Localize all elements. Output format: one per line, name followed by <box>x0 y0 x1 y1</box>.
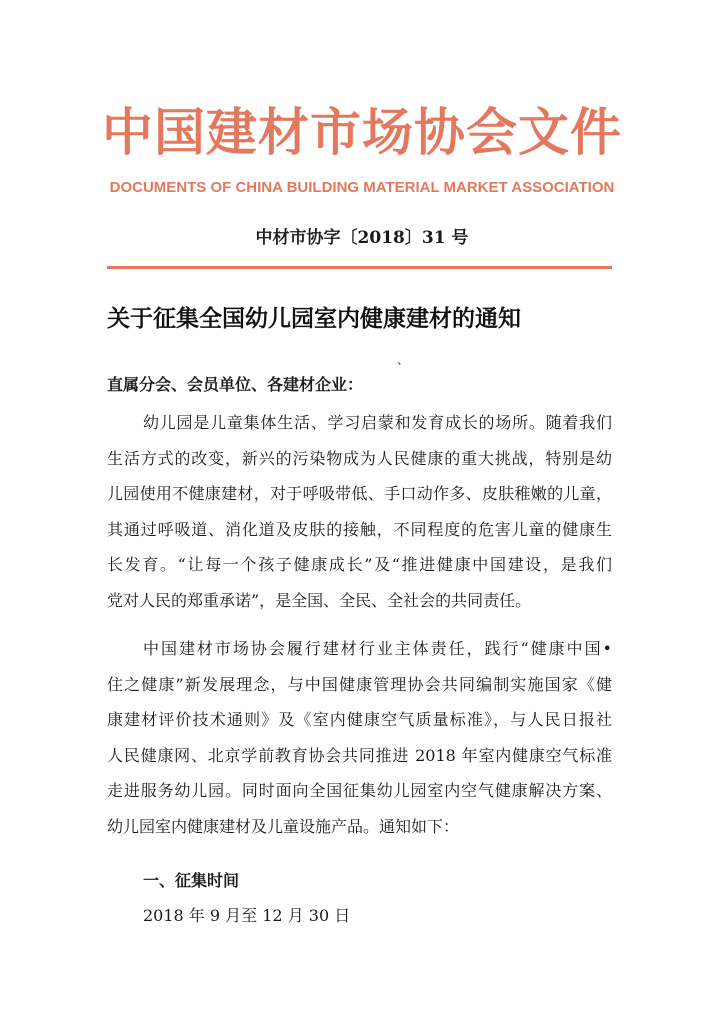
stray-mark: 、 <box>397 353 410 367</box>
paragraph-line: 长发育。“让每一个孩子健康成长”及“推进健康中国建设，是我们 <box>107 555 612 574</box>
section-heading-collection-time: 一、征集时间 <box>143 871 240 890</box>
notice-title: 关于征集全国幼儿园室内健康建材的通知 <box>107 306 521 332</box>
paragraph-line: 中国建材市场协会履行建材行业主体责任，践行“健康中国• <box>143 639 612 658</box>
paragraph-line: 党对人民的郑重承诺”，是全国、全民、全社会的共同责任。 <box>107 590 532 610</box>
paragraph-line: 幼儿园室内健康建材及儿童设施产品。通知如下： <box>107 816 460 836</box>
paragraph-line: 生活方式的改变，新兴的污染物成为人民健康的重大挑战，特别是幼 <box>107 448 612 468</box>
paragraph-line: 住之健康”新发展理念，与中国健康管理协会共同编制实施国家《健 <box>107 674 612 694</box>
paragraph-line: 人民健康网、北京学前教育协会共同推进 2018 年室内健康空气标准 <box>107 745 612 765</box>
paragraph-line: 幼儿园是儿童集体生活、学习启蒙和发育成长的场所。随着我们 <box>143 413 612 432</box>
paragraph-line: 儿园使用不健康建材，对于呼吸带低、手口动作多、皮肤稚嫩的儿童， <box>107 484 612 503</box>
paragraph-line: 其通过呼吸道、消化道及皮肤的接触，不同程度的危害儿童的健康生 <box>107 519 612 539</box>
paragraph-2 <box>107 631 612 844</box>
collection-date-range: 2018 年 9 月至 12 月 30 日 <box>143 906 351 925</box>
salutation: 直属分会、会员单位、各建材企业： <box>107 375 364 394</box>
paragraph-line: 走进服务幼儿园。同时面向全国征集幼儿园室内空气健康解决方案、 <box>107 781 612 800</box>
letterhead-subtitle: DOCUMENTS OF CHINA BUILDING MATERIAL MARKET ASSOCIATION <box>109 179 615 196</box>
document-number: 中材市协字〔2018〕31 号 <box>255 228 469 248</box>
paragraph-line: 康建材评价技术通则》及《室内健康空气质量标准》，与人民日报社 <box>107 710 612 729</box>
paragraph-1 <box>107 405 612 618</box>
letterhead-title: 中国建材市场协会文件 <box>101 104 622 163</box>
header-divider <box>107 266 612 269</box>
